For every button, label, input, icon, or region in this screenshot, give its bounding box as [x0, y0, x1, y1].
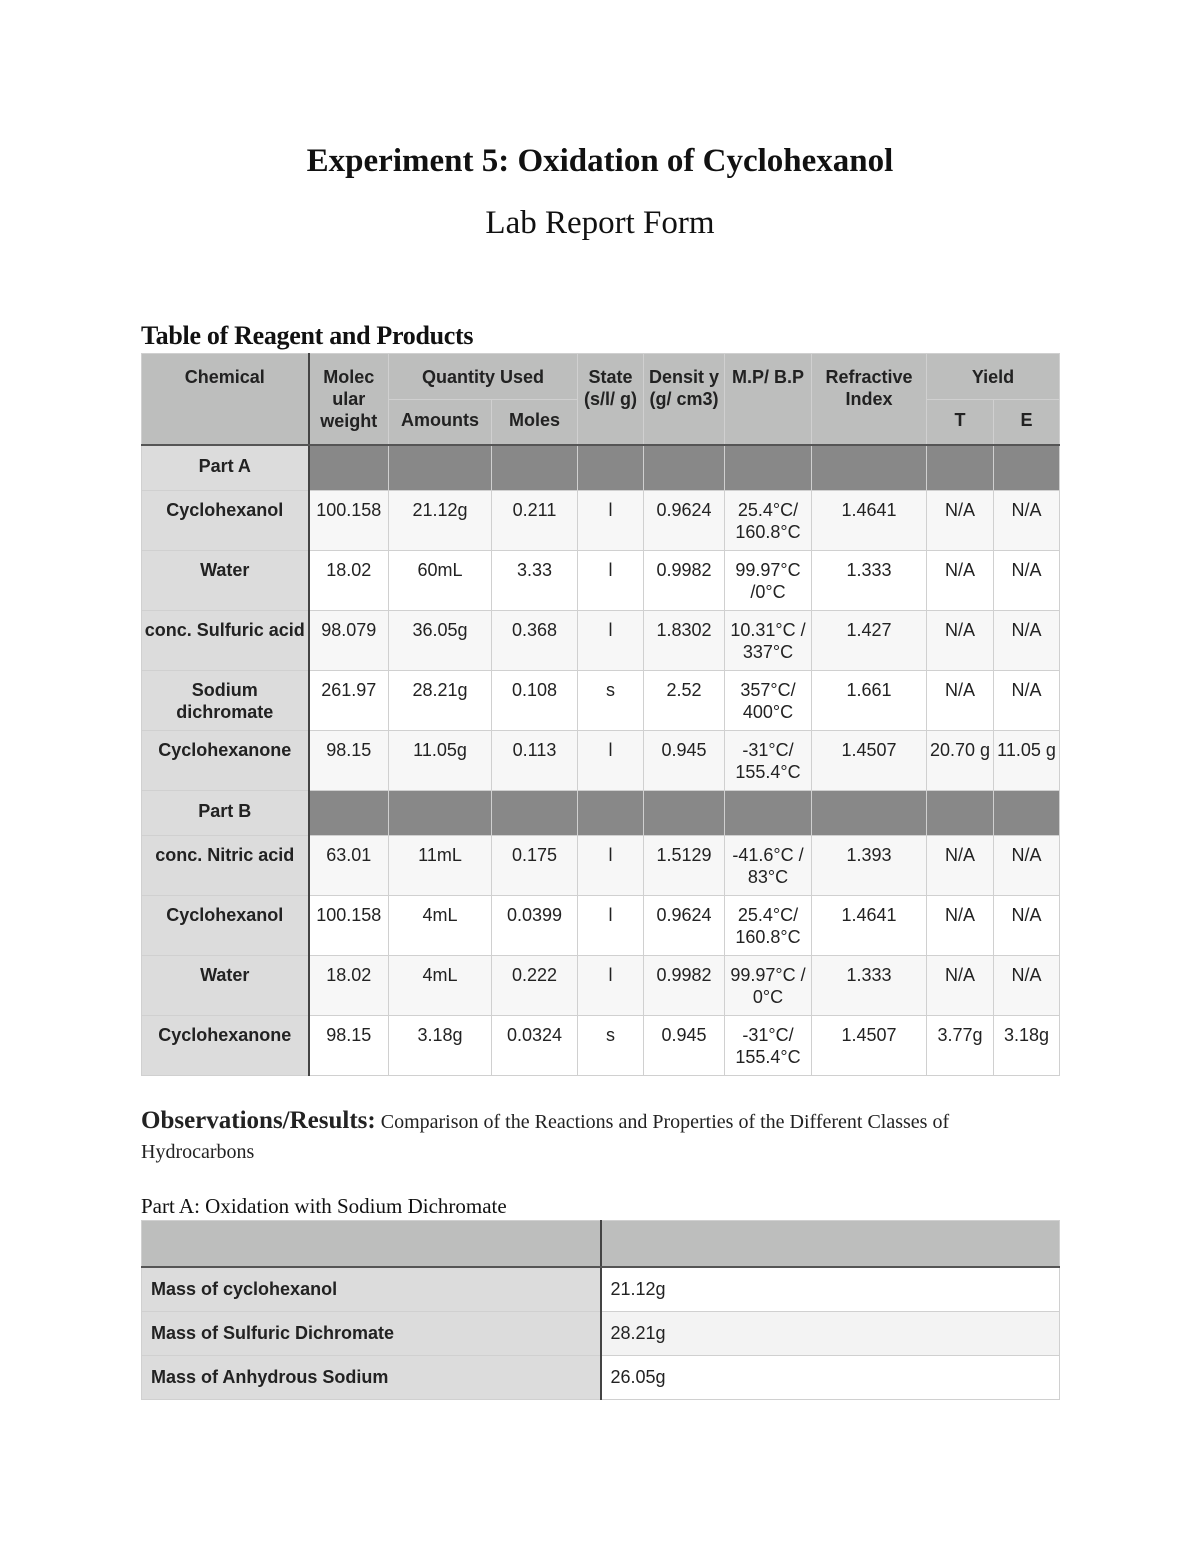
density: 2.52 [644, 671, 725, 731]
part-a-fill [492, 445, 578, 491]
mass-table [141, 1220, 1060, 1400]
part-b-fill [492, 791, 578, 836]
chemical-name: Cyclohexanone [142, 1016, 309, 1076]
mp-bp: 99.97°C / 0°C [725, 956, 812, 1016]
yield-t: N/A [927, 896, 994, 956]
chemical-name: Cyclohexanol [142, 896, 309, 956]
refractive-index: 1.333 [812, 956, 927, 1016]
mp-bp: -41.6°C / 83°C [725, 836, 812, 896]
chemical-name: Sodium dichromate [142, 671, 309, 731]
yield-t: N/A [927, 551, 994, 611]
state: l [578, 611, 644, 671]
amount: 4mL [389, 896, 492, 956]
refractive-index: 1.427 [812, 611, 927, 671]
amount: 11mL [389, 836, 492, 896]
molecular-weight: 98.079 [309, 611, 389, 671]
chemical-name: Water [142, 551, 309, 611]
amount: 28.21g [389, 671, 492, 731]
refractive-index: 1.661 [812, 671, 927, 731]
moles: 0.211 [492, 491, 578, 551]
mass-value: 26.05g [601, 1356, 1060, 1400]
part-b-fill [994, 791, 1060, 836]
density: 1.5129 [644, 836, 725, 896]
yield-e: N/A [994, 896, 1060, 956]
state: l [578, 956, 644, 1016]
mp-bp: 99.97°C /0°C [725, 551, 812, 611]
amount: 11.05g [389, 731, 492, 791]
molecular-weight: 18.02 [309, 956, 389, 1016]
part-a-fill [578, 445, 644, 491]
table-row [142, 836, 1060, 896]
yield-e: N/A [994, 836, 1060, 896]
chemical-name: Water [142, 956, 309, 1016]
mp-bp: -31°C/ 155.4°C [725, 1016, 812, 1076]
density: 0.945 [644, 1016, 725, 1076]
part-a-fill [389, 445, 492, 491]
moles: 0.108 [492, 671, 578, 731]
part-b-fill [725, 791, 812, 836]
mass-label: Mass of Anhydrous Sodium [142, 1356, 601, 1400]
part-a-label: Part A [142, 445, 309, 491]
state: l [578, 836, 644, 896]
table-row [142, 551, 1060, 611]
yield-t: N/A [927, 491, 994, 551]
yield-t: N/A [927, 671, 994, 731]
moles: 0.368 [492, 611, 578, 671]
moles: 0.175 [492, 836, 578, 896]
refractive-index: 1.333 [812, 551, 927, 611]
col-header-quantity-used: Quantity Used [389, 354, 578, 400]
part-b-fill [644, 791, 725, 836]
part-a-fill [309, 445, 389, 491]
col-header-yield: Yield [927, 354, 1060, 400]
col-header-density: Densit y (g/ cm3) [644, 354, 725, 446]
chemical-name: conc. Sulfuric acid [142, 611, 309, 671]
mass-table-header-cell [601, 1221, 1060, 1268]
moles: 0.0399 [492, 896, 578, 956]
moles: 0.222 [492, 956, 578, 1016]
yield-t: N/A [927, 611, 994, 671]
molecular-weight: 100.158 [309, 491, 389, 551]
chemical-name: Cyclohexanone [142, 731, 309, 791]
yield-t: 20.70 g [927, 731, 994, 791]
mp-bp: 10.31°C / 337°C [725, 611, 812, 671]
col-header-amounts: Amounts [389, 400, 492, 446]
refractive-index: 1.4507 [812, 731, 927, 791]
density: 0.9624 [644, 491, 725, 551]
density: 0.9624 [644, 896, 725, 956]
col-header-state: State (s/l/ g) [578, 354, 644, 446]
yield-e: N/A [994, 491, 1060, 551]
state: s [578, 671, 644, 731]
yield-e: N/A [994, 956, 1060, 1016]
yield-e: 3.18g [994, 1016, 1060, 1076]
amount: 21.12g [389, 491, 492, 551]
part-a-fill [644, 445, 725, 491]
table-row [142, 671, 1060, 731]
refractive-index: 1.393 [812, 836, 927, 896]
refractive-index: 1.4641 [812, 491, 927, 551]
chemical-name: conc. Nitric acid [142, 836, 309, 896]
molecular-weight: 100.158 [309, 896, 389, 956]
refractive-index: 1.4641 [812, 896, 927, 956]
observations-paragraph [141, 1106, 1059, 1167]
density: 0.945 [644, 731, 725, 791]
reagent-table [141, 353, 1060, 1076]
yield-t: N/A [927, 956, 994, 1016]
mp-bp: 25.4°C/ 160.8°C [725, 491, 812, 551]
part-a-fill [812, 445, 927, 491]
col-header-molecular-weight: Molec ular weight [309, 354, 389, 446]
part-a-heading: Part A: Oxidation with Sodium Dichromate [141, 1194, 507, 1218]
observations-label: Observations/Results: [141, 1107, 376, 1134]
amount: 36.05g [389, 611, 492, 671]
part-a-fill [994, 445, 1060, 491]
yield-e: N/A [994, 671, 1060, 731]
state: l [578, 551, 644, 611]
part-b-fill [578, 791, 644, 836]
table-row [142, 611, 1060, 671]
moles: 3.33 [492, 551, 578, 611]
mass-value: 21.12g [601, 1267, 1060, 1312]
table-row [142, 491, 1060, 551]
amount: 3.18g [389, 1016, 492, 1076]
refractive-index: 1.4507 [812, 1016, 927, 1076]
state: s [578, 1016, 644, 1076]
reagent-table-heading: Table of Reagent and Products [141, 321, 474, 350]
molecular-weight: 261.97 [309, 671, 389, 731]
part-b-fill [389, 791, 492, 836]
moles: 0.113 [492, 731, 578, 791]
col-header-yield-t: T [927, 400, 994, 446]
part-b-fill [812, 791, 927, 836]
chemical-name: Cyclohexanol [142, 491, 309, 551]
table-row [142, 731, 1060, 791]
page-title: Experiment 5: Oxidation of Cyclohexanol [306, 143, 894, 179]
moles: 0.0324 [492, 1016, 578, 1076]
state: l [578, 731, 644, 791]
mass-value: 28.21g [601, 1312, 1060, 1356]
col-header-yield-e: E [994, 400, 1060, 446]
part-b-fill [927, 791, 994, 836]
col-header-refractive-index: Refractive Index [812, 354, 927, 446]
observations-text: Comparison of the Reactions and Properties of the Different Classes of Hydrocarbons [141, 1111, 950, 1163]
yield-e: 11.05 g [994, 731, 1060, 791]
density: 1.8302 [644, 611, 725, 671]
mp-bp: 25.4°C/ 160.8°C [725, 896, 812, 956]
density: 0.9982 [644, 956, 725, 1016]
yield-t: 3.77g [927, 1016, 994, 1076]
yield-e: N/A [994, 611, 1060, 671]
mass-table-header-cell [142, 1221, 601, 1268]
mass-label: Mass of Sulfuric Dichromate [142, 1312, 601, 1356]
amount: 60mL [389, 551, 492, 611]
page-subtitle: Lab Report Form [485, 205, 715, 241]
molecular-weight: 98.15 [309, 1016, 389, 1076]
mp-bp: -31°C/ 155.4°C [725, 731, 812, 791]
yield-t: N/A [927, 836, 994, 896]
table-row [142, 896, 1060, 956]
mass-label: Mass of cyclohexanol [142, 1267, 601, 1312]
part-b-fill [309, 791, 389, 836]
molecular-weight: 98.15 [309, 731, 389, 791]
molecular-weight: 18.02 [309, 551, 389, 611]
table-row [142, 1016, 1060, 1076]
table-row [142, 956, 1060, 1016]
amount: 4mL [389, 956, 492, 1016]
col-header-moles: Moles [492, 400, 578, 446]
col-header-chemical: Chemical [142, 354, 309, 446]
mp-bp: 357°C/ 400°C [725, 671, 812, 731]
part-a-fill [927, 445, 994, 491]
part-b-label: Part B [142, 791, 309, 836]
col-header-mp-bp: M.P/ B.P [725, 354, 812, 446]
part-a-fill [725, 445, 812, 491]
yield-e: N/A [994, 551, 1060, 611]
state: l [578, 896, 644, 956]
density: 0.9982 [644, 551, 725, 611]
state: l [578, 491, 644, 551]
molecular-weight: 63.01 [309, 836, 389, 896]
